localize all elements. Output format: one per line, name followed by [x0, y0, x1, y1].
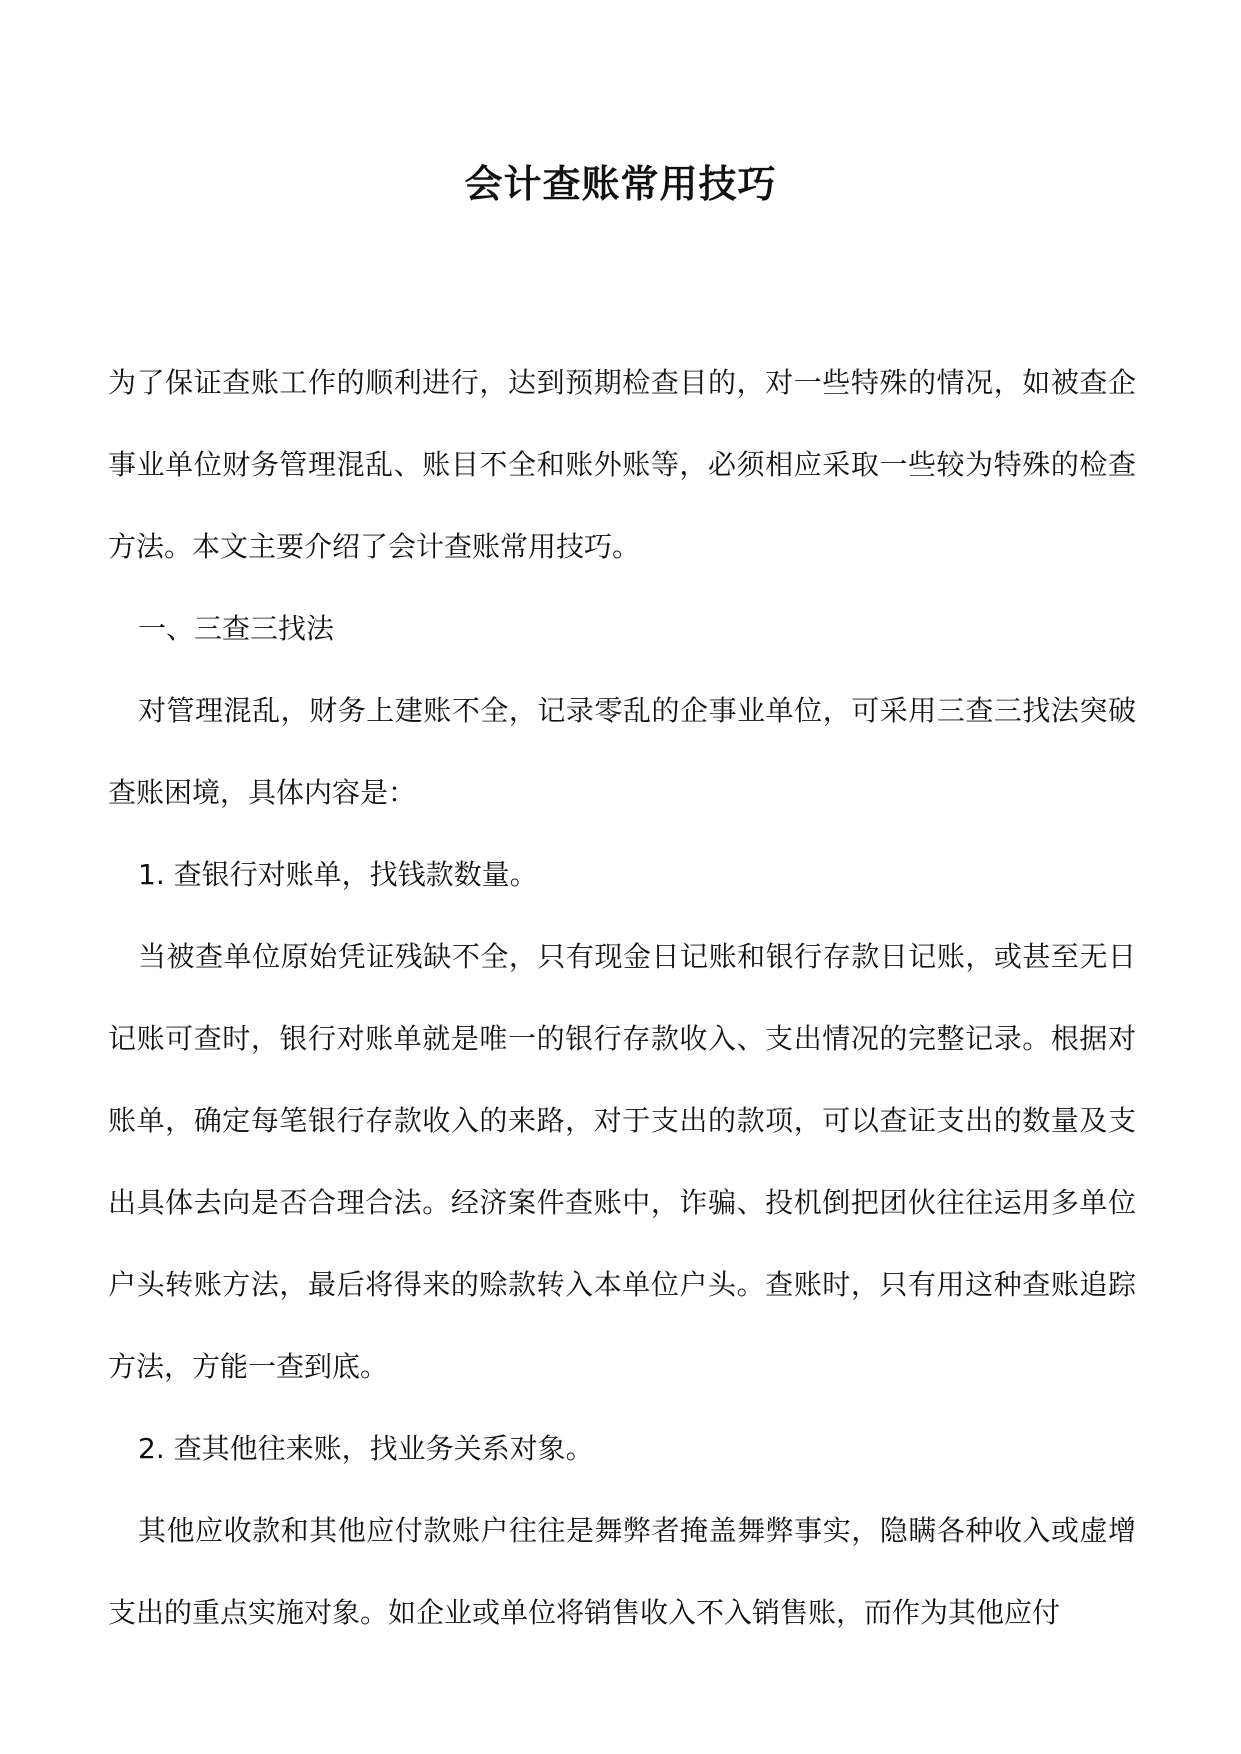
paragraph-bank-statement: 当被查单位原始凭证残缺不全，只有现金日记账和银行存款日记账，或甚至无日记账可查时，银行对账单就是唯一的银行存款收入、支出情况的完整记录。根据对账单，确定每笔银行存款收入的来路，对于支出的款项，可以查证支出的数量及支出具体去向是否合理合法。经济案件查账中，诈骗、投机倒把团伙往往运用多单位户头转账方法，最后将得来的赊款转入本单位户头。查账时，只有用这种查账追踪方法，方能一查到底。 [108, 940, 1136, 1383]
paragraph-intro: 为了保证查账工作的顺利进行，达到预期检查目的，对一些特殊的情况，如被查企事业单位财务管理混乱、账目不全和账外账等，必须相应采取一些较为特殊的检查方法。本文主要介绍了会计查账常用技巧。 [108, 366, 1136, 563]
document-title: 会计查账常用技巧 [464, 162, 777, 206]
section-heading-1: 一、三查三找法 [138, 612, 335, 645]
document-body [108, 342, 1136, 1654]
paragraph-method-overview: 对管理混乱，财务上建账不全，记录零乱的企事业单位，可采用三查三找法突破查账困境，具体内容是： [108, 694, 1136, 809]
paragraph-other-accounts: 其他应收款和其他应付款账户往往是舞弊者掩盖舞弊事实，隐瞒各种收入或虚增支出的重点实施对象。如企业或单位将销售收入不入销售账，而作为其他应付 [108, 1514, 1136, 1629]
subheading-bank-statement: 1. 查银行对账单，找钱款数量。 [138, 858, 538, 891]
subheading-other-accounts: 2. 查其他往来账，找业务关系对象。 [138, 1432, 594, 1465]
